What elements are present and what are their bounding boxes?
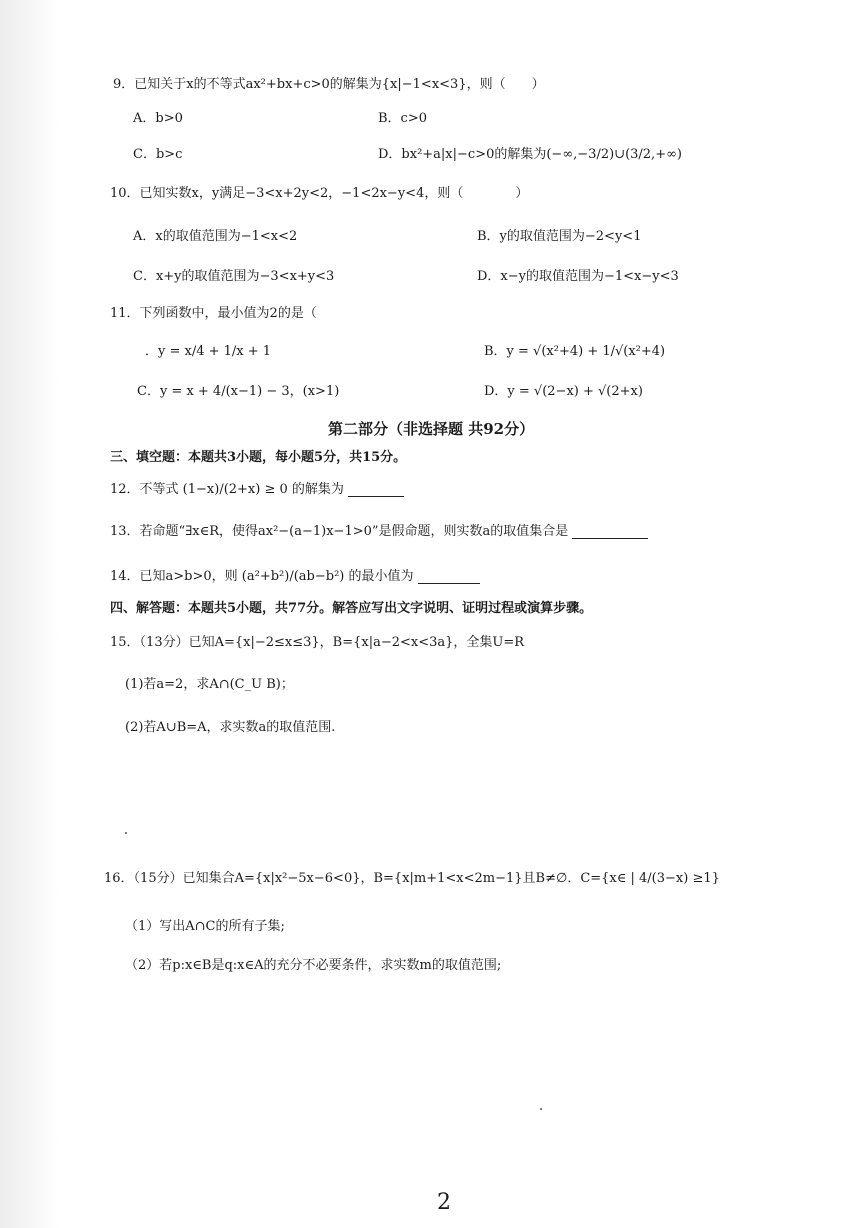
answer-blank-13 bbox=[572, 524, 648, 539]
question-10-stem: 10．已知实数x，y满足−3<x+2y<2，−1<2x−y<4，则（ ） bbox=[110, 186, 529, 201]
answer-blank-14 bbox=[418, 569, 480, 584]
question-15-part-2: (2)若A∪B=A，求实数a的取值范围. bbox=[125, 720, 336, 735]
part-2-title: 第二部分（非选择题 共92分） bbox=[328, 420, 535, 438]
question-9-option-d: D．bx²+a|x|−c>0的解集为(−∞,−3/2)∪(3/2,+∞) bbox=[378, 147, 682, 162]
question-9-stem: 9．已知关于x的不等式ax²+bx+c>0的解集为{x|−1<x<3}，则（ ） bbox=[113, 77, 545, 92]
answer-blank-12 bbox=[348, 482, 404, 497]
question-12-text: 12．不等式 (1−x)/(2+x) ≥ 0 的解集为 bbox=[110, 482, 344, 497]
scan-edge-shadow bbox=[0, 0, 60, 1228]
section-4-heading: 四、解答题：本题共5小题，共77分。解答应写出文字说明、证明过程或演算步骤。 bbox=[110, 601, 593, 616]
question-15-stem: 15．（13分）已知A={x|−2≤x≤3}，B={x|a−2<x<3a}，全集U=R bbox=[110, 635, 525, 650]
question-13 bbox=[110, 523, 648, 541]
question-16-part-1: （1）写出A∩C的所有子集; bbox=[125, 919, 285, 934]
question-10-option-a: A．x的取值范围为−1<x<2 bbox=[133, 229, 298, 244]
question-11-option-c: C．y = x + 4/(x−1) − 3，(x>1) bbox=[137, 384, 340, 399]
question-10-option-c: C．x+y的取值范围为−3<x+y<3 bbox=[133, 269, 335, 284]
question-11-option-d: D．y = √(2−x) + √(2+x) bbox=[484, 384, 643, 399]
page-number: 2 bbox=[437, 1190, 451, 1215]
question-16-part-2: （2）若p:x∈B是q:x∈A的充分不必要条件，求实数m的取值范围; bbox=[125, 958, 502, 973]
question-9-option-c: C．b>c bbox=[133, 147, 183, 162]
section-3-heading: 三、填空题：本题共3小题，每小题5分，共15分。 bbox=[110, 450, 407, 465]
question-13-text: 13．若命题“∃x∈R，使得ax²−(a−1)x−1>0”是假命题，则实数a的取值集合是 bbox=[110, 524, 569, 539]
question-11-stem: 11．下列函数中，最小值为2的是（ bbox=[110, 306, 317, 321]
question-14-text: 14．已知a>b>0，则 (a²+b²)/(ab−b²) 的最小值为 bbox=[110, 569, 414, 584]
question-16-stem: 16．（15分）已知集合A={x|x²−5x−6<0}，B={x|m+1<x<2m−1}且B≠∅．C={x∈ | 4/(3−x) ≥1} bbox=[104, 871, 720, 886]
question-9-option-b: B．c>0 bbox=[378, 111, 427, 126]
question-15-part-1: (1)若a=2，求A∩(C_U B)； bbox=[125, 677, 294, 692]
question-11-option-a: ．y = x/4 + 1/x + 1 bbox=[145, 344, 272, 359]
question-10-option-b: B．y的取值范围为−2<y<1 bbox=[477, 229, 642, 244]
question-14 bbox=[110, 568, 480, 586]
question-12 bbox=[110, 481, 404, 499]
scan-speck bbox=[125, 832, 127, 834]
question-11-option-b: B．y = √(x²+4) + 1/√(x²+4) bbox=[484, 344, 666, 359]
question-10-option-d: D．x−y的取值范围为−1<x−y<3 bbox=[477, 269, 679, 284]
question-9-option-a: A．b>0 bbox=[133, 111, 183, 126]
scan-speck bbox=[540, 1108, 542, 1110]
